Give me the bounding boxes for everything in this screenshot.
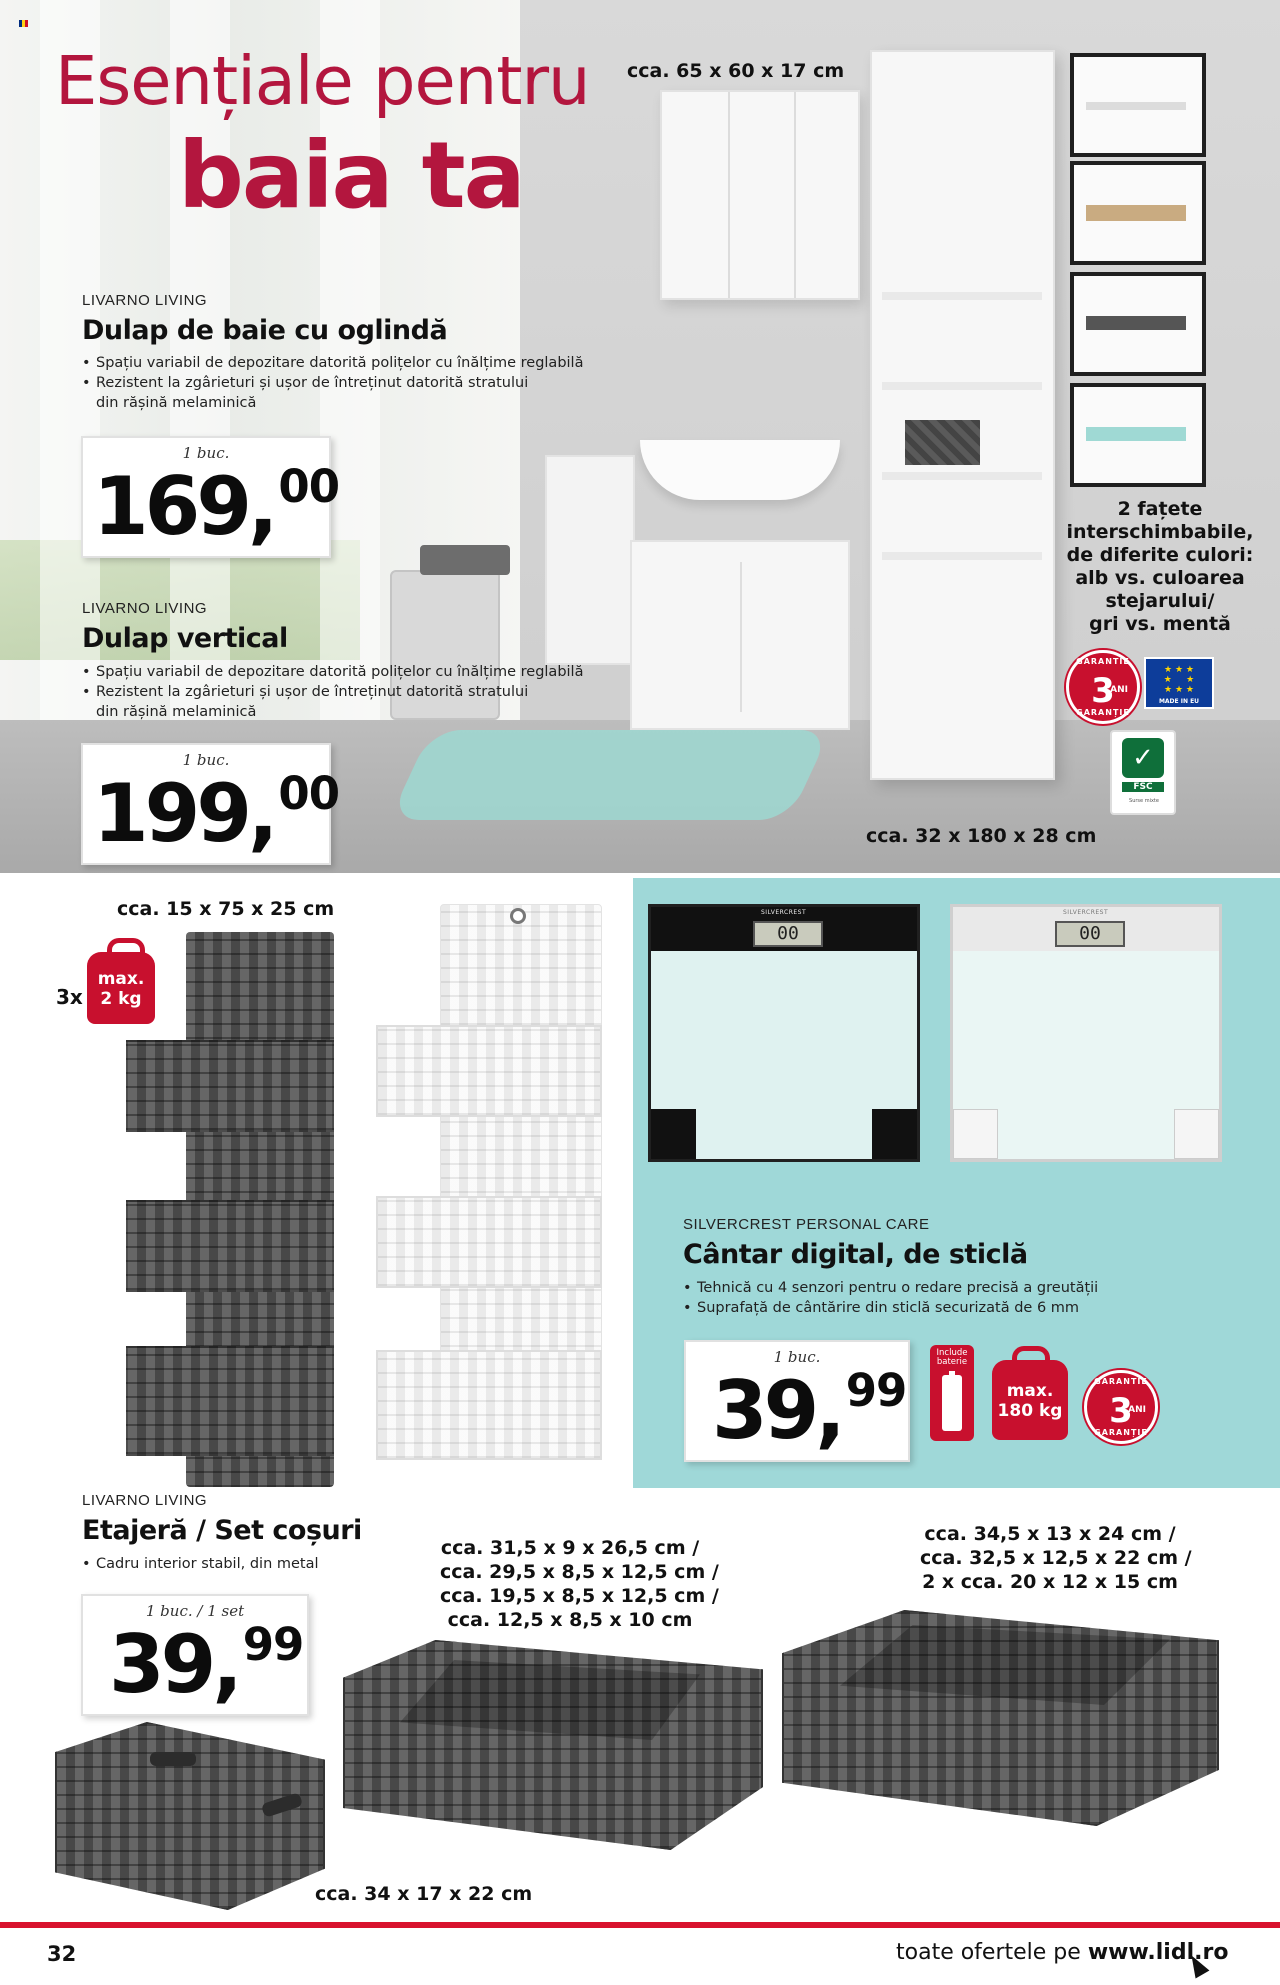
scale-display: 00 (753, 921, 823, 947)
dimension-line: 2 x cca. 20 x 12 x 15 cm (922, 1571, 1178, 1593)
basket-set2-dimensions (920, 1522, 1192, 1594)
shelf-baskets-title: Etajeră / Set coșuri (82, 1515, 362, 1546)
fsc-tree-icon: ✓ (1122, 738, 1164, 778)
sink-cabinet-image (630, 540, 850, 730)
scale-logo: SILVERCREST (1063, 909, 1109, 916)
price-integer: 39 (109, 1618, 213, 1711)
footer-divider (0, 1922, 1280, 1928)
lidded-box-dimensions: cca. 34 x 17 x 22 cm (315, 1883, 533, 1905)
lidded-box-image (55, 1722, 325, 1910)
price-decimals: 00 (278, 460, 340, 513)
sink-image (640, 440, 840, 500)
max-weight-icon (992, 1360, 1068, 1440)
front-swatch-grey (1070, 272, 1206, 376)
guarantee-years: 3 (1091, 671, 1115, 711)
dimension-line: cca. 32,5 x 12,5 x 22 cm / (920, 1547, 1192, 1569)
side-cabinet-image (545, 455, 635, 665)
dimension-line: cca. 31,5 x 9 x 26,5 cm / (440, 1537, 700, 1559)
battery-label: Include baterie (936, 1348, 968, 1367)
interchangeable-fronts-note (1040, 498, 1280, 636)
hanging-shelf-pocket (126, 1200, 334, 1292)
made-in-eu-icon: ★ ★ ★ ★ ★ ★ ★ ★ MADE IN EU (1144, 657, 1214, 709)
page-title-line2: baia ta (178, 122, 524, 229)
hanging-shelf-pocket (376, 1196, 602, 1288)
bullet-item: • Spațiu variabil de depozitare datorită polițelor cu înălțime reglabilă (82, 662, 642, 682)
note-line: stejarului/ (1105, 590, 1215, 612)
dimension-line: cca. 29,5 x 8,5 x 12,5 cm / (440, 1561, 719, 1583)
hanging-hole-icon (510, 908, 526, 924)
footer-link[interactable]: www.lidl.ro (1087, 1940, 1229, 1965)
made-in-eu-label: MADE IN EU (1158, 698, 1200, 705)
tall-cabinet-bullets (82, 662, 642, 722)
tall-cabinet-price: 199,00 (93, 767, 340, 860)
flag-icon (19, 20, 28, 27)
tall-cabinet-brand: LIVARNO LIVING (82, 600, 208, 617)
note-line: gri vs. mentă (1089, 613, 1231, 635)
bullet-item-continuation: din rășină melaminică (96, 704, 257, 720)
hanging-shelf-pocket (126, 1346, 334, 1456)
max-weight-label: max. (1006, 1381, 1054, 1401)
scale-logo: SILVERCREST (761, 909, 807, 916)
box-handle-icon (150, 1752, 196, 1766)
front-swatch-white (1070, 53, 1206, 157)
max-weight-value: 2 kg (100, 989, 142, 1009)
hanging-shelf-pocket (376, 1025, 602, 1117)
guarantee-unit: ANI (1128, 1405, 1146, 1415)
bullet-item-continuation: din rășină melaminică (96, 395, 257, 411)
guarantee-unit: ANI (1110, 685, 1128, 695)
dimension-line: cca. 19,5 x 8,5 x 12,5 cm / (440, 1585, 719, 1607)
price-decimals: 99 (845, 1364, 907, 1417)
mirror-cabinet-dimensions: cca. 65 x 60 x 17 cm (627, 60, 845, 82)
tall-cabinet-dimensions: cca. 32 x 180 x 28 cm (866, 825, 1097, 847)
mirror-cabinet-brand: LIVARNO LIVING (82, 292, 208, 309)
hanging-shelf-pocket (126, 1040, 334, 1132)
max-weight-label: max. (97, 969, 145, 989)
guarantee-text: GARANȚIE (1076, 708, 1130, 717)
price-unit: 1 buc. (182, 751, 230, 769)
towels (420, 545, 510, 575)
scale-price-box (684, 1340, 910, 1462)
price-unit: 1 buc. (182, 444, 230, 462)
bullet-item: • Rezistent la zgârieturi și ușor de întreținut datorită stratului (82, 682, 642, 702)
mirror-cabinet-price-box (81, 436, 340, 558)
tall-cabinet-image (870, 50, 1055, 780)
bath-rug (389, 730, 831, 820)
fsc-label: FSC (1122, 782, 1164, 792)
guarantee-years: 3 (1109, 1391, 1133, 1431)
scale-bullets (683, 1278, 1243, 1318)
max-weight-icon (87, 952, 155, 1024)
price-unit: 1 buc. (773, 1348, 821, 1366)
scale-price: 39,99 (712, 1364, 907, 1457)
scale-display: 00 (1055, 921, 1125, 947)
dimension-line: cca. 34,5 x 13 x 24 cm / (924, 1523, 1176, 1545)
guarantee-text: GARANTIE (1094, 1377, 1148, 1386)
fsc-logo (1110, 730, 1176, 815)
note-line: de diferite culori: (1066, 544, 1254, 566)
guarantee-text: GARANȚIE (1094, 1428, 1148, 1437)
tall-cabinet-price-box (81, 743, 340, 865)
battery-icon (942, 1375, 962, 1431)
note-line: interschimbabile, (1066, 521, 1254, 543)
scale-black-image (648, 904, 920, 1162)
shelf-baskets-bullets (82, 1554, 402, 1574)
page-number: 32 (47, 1942, 77, 1966)
front-swatch-oak (1070, 161, 1206, 265)
footer-text: toate ofertele pe (896, 1940, 1088, 1965)
bullet-item: • Tehnică cu 4 senzori pentru o redare precisă a greutății (683, 1278, 1243, 1298)
mirror-cabinet-title: Dulap de baie cu oglindă (82, 315, 448, 346)
mirror-cabinet-bullets (82, 353, 642, 413)
footer-offers-text (896, 1940, 1228, 1965)
price-unit: 1 buc. / 1 set (145, 1602, 245, 1620)
hanging-shelf-dimensions: cca. 15 x 75 x 25 cm (117, 898, 335, 920)
bullet-item: • Cadru interior stabil, din metal (82, 1554, 402, 1574)
shelf-baskets-price: 39,99 (109, 1618, 304, 1711)
scale-title: Cântar digital, de sticlă (683, 1239, 1028, 1270)
bullet-item: • Suprafață de cântărire din sticlă securizată de 6 mm (683, 1298, 1243, 1318)
dimension-line: cca. 12,5 x 8,5 x 10 cm (447, 1609, 693, 1631)
scale-white-image (950, 904, 1222, 1162)
basket-set1-dimensions (440, 1536, 719, 1632)
shelf-baskets-brand: LIVARNO LIVING (82, 1492, 208, 1509)
price-integer: 39 (712, 1364, 816, 1457)
fsc-sub-label: Surse mixte (1129, 798, 1159, 804)
bullet-item: • Spațiu variabil de depozitare datorită polițelor cu înălțime reglabilă (82, 353, 642, 373)
page-title-line1: Esențiale pentru (55, 42, 590, 120)
small-basket-image (905, 420, 980, 465)
price-decimals: 00 (278, 767, 340, 820)
hanging-shelf-pocket (376, 1350, 602, 1460)
guarantee-badge (1084, 1370, 1158, 1444)
guarantee-badge (1066, 650, 1140, 724)
max-weight-value: 180 kg (997, 1401, 1063, 1421)
guarantee-text: GARANTIE (1076, 657, 1130, 666)
bullet-item: • Rezistent la zgârieturi și ușor de întreținut datorită stratului (82, 373, 642, 393)
scale-brand: SILVERCREST PERSONAL CARE (683, 1216, 930, 1233)
front-swatch-mint (1070, 383, 1206, 487)
tall-cabinet-title: Dulap vertical (82, 623, 288, 654)
mirror-cabinet-image (660, 90, 860, 300)
mirror-cabinet-price: 169,00 (93, 460, 340, 553)
shelf-baskets-price-box (81, 1594, 309, 1716)
price-integer: 199 (93, 767, 248, 860)
note-line: alb vs. culoarea (1075, 567, 1245, 589)
price-integer: 169 (93, 460, 248, 553)
price-decimals: 99 (242, 1618, 304, 1671)
note-line: 2 fațete (1117, 498, 1203, 520)
battery-included-icon (930, 1345, 974, 1441)
multiplier-label: 3x (56, 985, 83, 1009)
